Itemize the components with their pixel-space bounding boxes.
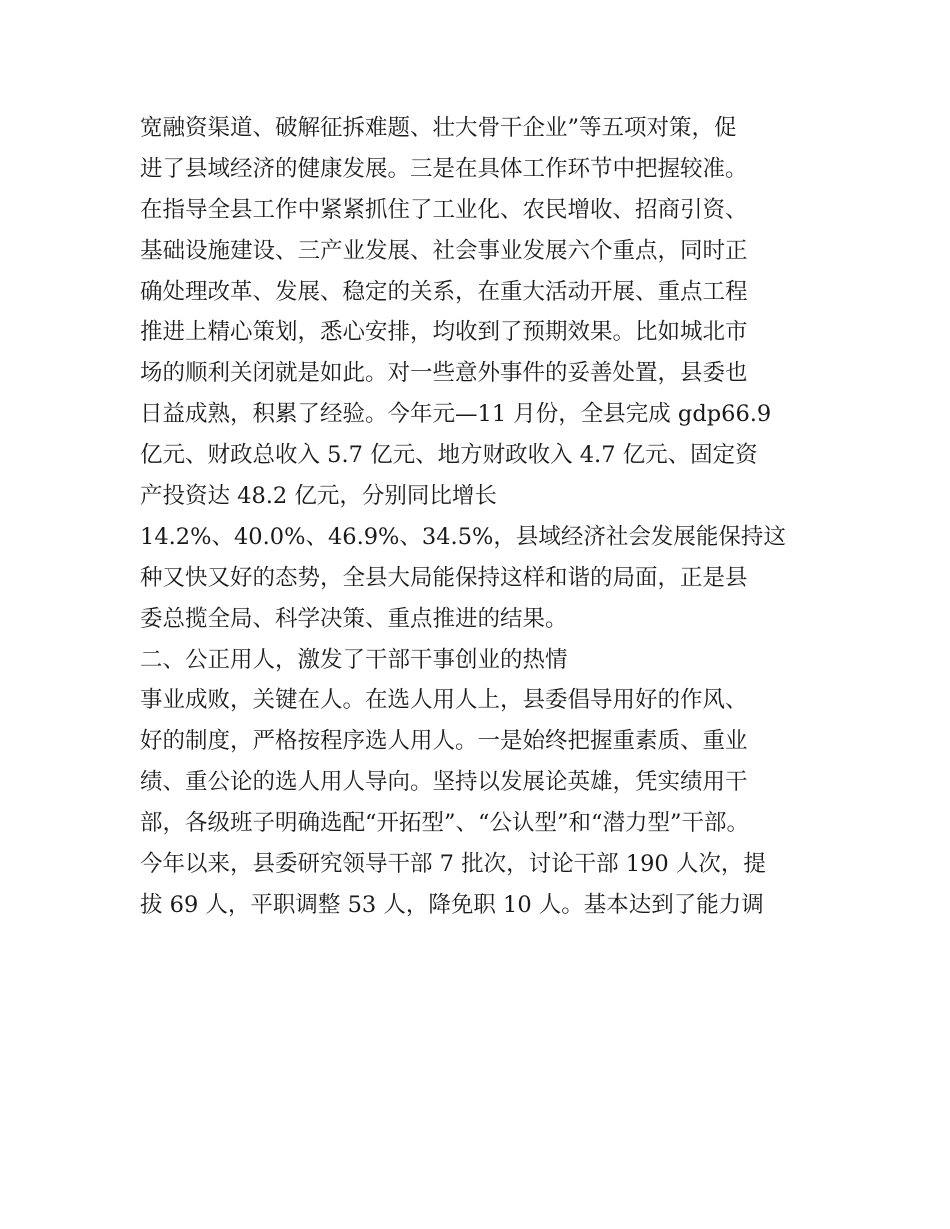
text-line: 14.2%、40.0%、46.9%、34.5%，县域经济社会发展能保持这 xyxy=(140,523,786,550)
text-line: 亿元、财政总收入 5.7 亿元、地方财政收入 4.7 亿元、固定资 xyxy=(140,442,758,469)
text-line: 进了县域经济的健康发展。三是在具体工作环节中把握较准。 xyxy=(140,155,748,182)
text-line: 基础设施建设、三产业发展、社会事业发展六个重点，同时正 xyxy=(140,237,748,264)
text-line: 部，各级班子明确选配“开拓型”、“公认型”和“潜力型”干部。 xyxy=(140,810,750,837)
body-text xyxy=(140,108,820,926)
text-line: 委总揽全局、科学决策、重点推进的结果。 xyxy=(140,605,568,632)
text-line: 推进上精心策划，悉心安排，均收到了预期效果。比如城北市 xyxy=(140,319,748,346)
text-line: 确处理改革、发展、稳定的关系，在重大活动开展、重点工程 xyxy=(140,278,748,305)
section-heading: 二、公正用人，激发了干部干事创业的热情 xyxy=(140,646,568,673)
text-line: 绩、重公论的选人用人导向。坚持以发展论英雄，凭实绩用干 xyxy=(140,769,748,796)
text-line: 产投资达 48.2 亿元，分别同比增长 xyxy=(140,483,497,510)
text-line: 日益成熟，积累了经验。今年元—11 月份，全县完成 gdp66.9 xyxy=(140,401,772,428)
text-line: 宽融资渠道、破解征拆难题、壮大骨干企业”等五项对策，促 xyxy=(140,115,737,141)
text-line: 在指导全县工作中紧紧抓住了工业化、农民增收、招商引资、 xyxy=(140,196,748,223)
text-line: 种又快又好的态势，全县大局能保持这样和谐的局面，正是县 xyxy=(140,564,748,591)
text-line: 场的顺利关闭就是如此。对一些意外事件的妥善处置，县委也 xyxy=(140,360,748,387)
text-line: 好的制度，严格按程序选人用人。一是始终把握重素质、重业 xyxy=(140,728,748,755)
text-line: 今年以来，县委研究领导干部 7 批次，讨论干部 190 人次，提 xyxy=(140,851,766,878)
text-line: 拔 69 人，平职调整 53 人，降免职 10 人。基本达到了能力调 xyxy=(140,891,764,918)
text-line: 事业成败，关键在人。在选人用人上，县委倡导用好的作风、 xyxy=(140,687,748,714)
